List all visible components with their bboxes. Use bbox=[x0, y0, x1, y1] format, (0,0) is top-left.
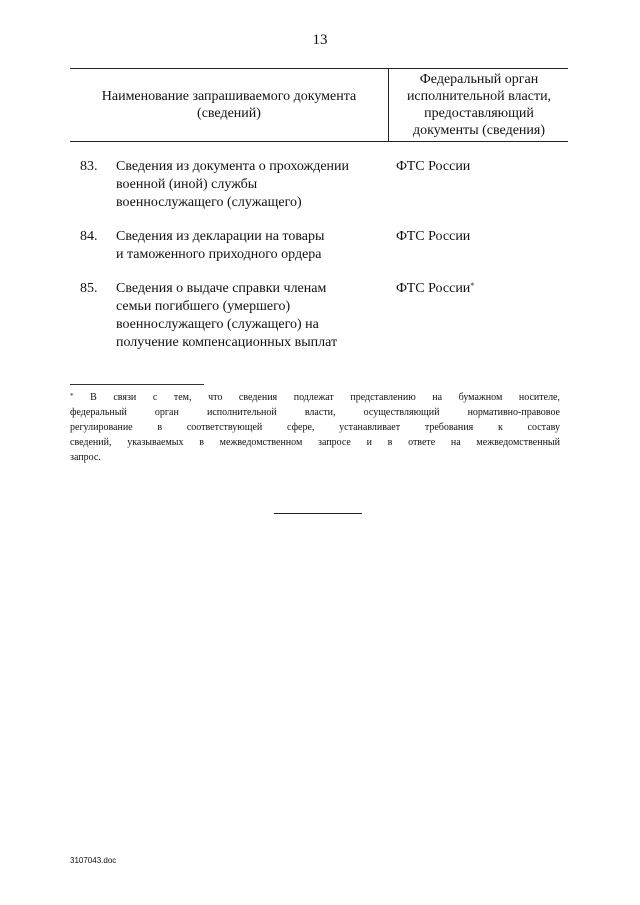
footnote-reference: * bbox=[470, 281, 475, 290]
footnote-separator bbox=[70, 384, 204, 385]
table-header bbox=[70, 68, 568, 142]
row-description-line: получение компенсационных выплат bbox=[116, 335, 338, 350]
row-description-line: и таможенного приходного ордера bbox=[116, 247, 322, 262]
row-number: 85. bbox=[80, 281, 98, 296]
row-description bbox=[116, 280, 386, 352]
header-left-line-2: (сведений) bbox=[197, 106, 261, 121]
footnote-line: регулирование в соответствующей сфере, устанавливает требования к составу bbox=[70, 422, 560, 433]
row-number: 84. bbox=[80, 229, 98, 244]
footnote-line: федеральный орган исполнительной власти, осуществляющий нормативно-правовое bbox=[70, 407, 560, 418]
row-description-line: военной (иной) службы bbox=[116, 177, 258, 192]
row-description bbox=[116, 158, 386, 212]
page-number: 13 bbox=[312, 32, 328, 48]
footnote-line: сведений, указываемых в межведомственном запросе и в ответе на межведомственный bbox=[70, 437, 560, 448]
footnote-line bbox=[70, 390, 560, 405]
row-organization bbox=[396, 158, 470, 176]
footnote bbox=[70, 390, 560, 465]
row-organization bbox=[396, 280, 474, 298]
header-federal-body bbox=[388, 69, 569, 141]
footnote-line: запрос. bbox=[70, 452, 101, 463]
header-right-line-4: документы (сведения) bbox=[413, 123, 545, 138]
row-description-line: Сведения из документа о прохождении bbox=[116, 159, 350, 174]
row-organization-text: ФТС России bbox=[396, 281, 471, 296]
footnote-line-text: В связи с тем, что сведения подлежат представлению на бумажном носителе, bbox=[73, 392, 560, 403]
row-description-line: военнослужащего (служащего) на bbox=[116, 317, 319, 332]
row-description-line: Сведения о выдаче справки членам bbox=[116, 281, 327, 296]
row-organization-text: ФТС России bbox=[396, 159, 471, 174]
header-right-line-1: Федеральный орган bbox=[419, 72, 539, 87]
row-description-line: военнослужащего (служащего) bbox=[116, 195, 302, 210]
row-organization-text: ФТС России bbox=[396, 229, 471, 244]
row-description-line: семьи погибшего (умершего) bbox=[116, 299, 291, 314]
header-left-line-1: Наименование запрашиваемого документа bbox=[101, 89, 357, 104]
row-description bbox=[116, 228, 386, 264]
header-document-name bbox=[70, 69, 388, 141]
row-number: 83. bbox=[80, 159, 98, 174]
row-organization bbox=[396, 228, 470, 246]
header-right-line-3: предоставляющий bbox=[424, 106, 534, 121]
row-description-line: Сведения из декларации на товары bbox=[116, 229, 325, 244]
footnote-mark: * bbox=[70, 392, 74, 400]
header-right-line-2: исполнительной власти, bbox=[406, 89, 552, 104]
end-separator bbox=[274, 513, 362, 514]
file-name: 3107043.doc bbox=[70, 856, 117, 865]
